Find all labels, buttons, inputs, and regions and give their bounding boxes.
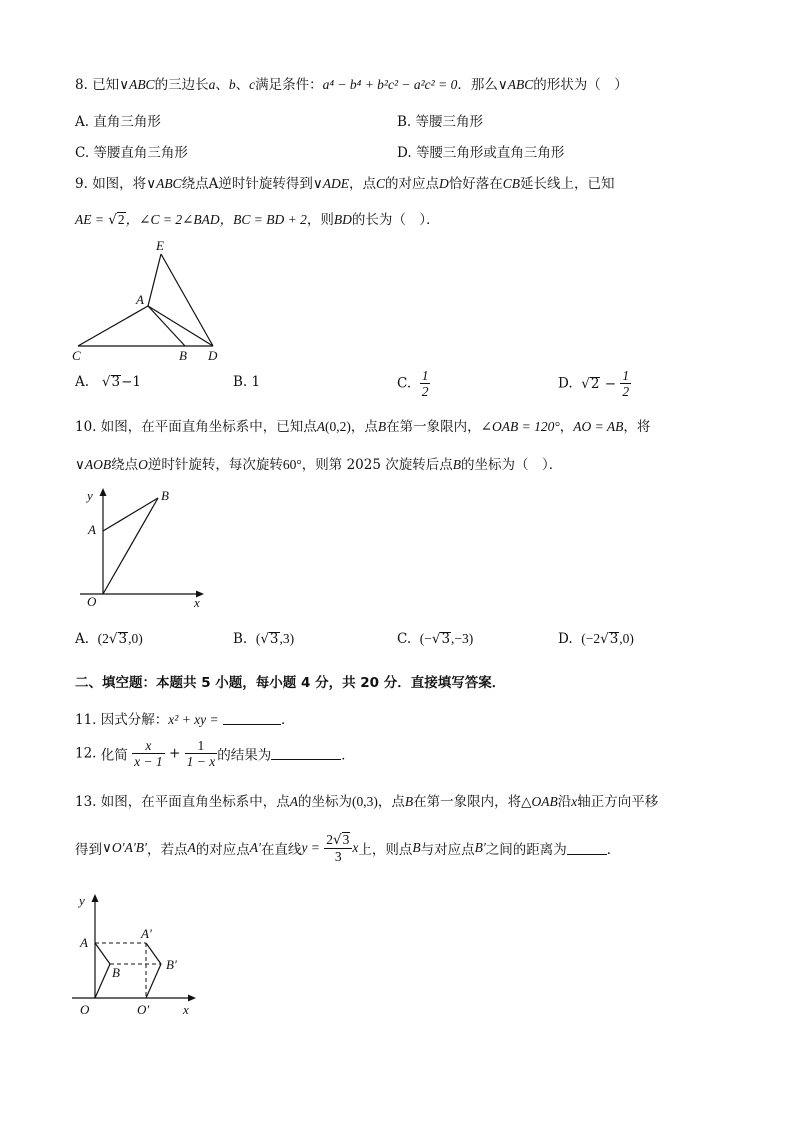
q12-answer-blank[interactable] xyxy=(271,747,341,760)
label-o: O xyxy=(87,594,97,609)
line-ab xyxy=(95,943,110,964)
label-b: B xyxy=(112,965,120,980)
q8-stem: 8. 已知∨ABC的三边长a、b、c满足条件：a⁴ − b⁴ + b²c² − a²c² = 0．那么∨ABC的形状为（ ） xyxy=(75,77,628,93)
q9-c-fraction: $\frac{1}{2}$ xyxy=(421,368,429,399)
section-heading: 二、填空题：本题共 5 小题，每小题 4 分，共 20 分．直接填写答案． xyxy=(75,675,506,691)
label-b: B xyxy=(161,488,169,503)
q12-fraction-1: $\frac{x}{x - 1}$ xyxy=(134,738,163,769)
q10-option-c[interactable]: C. (−√3,−3) xyxy=(397,631,474,647)
q9-number: 9. xyxy=(75,176,88,192)
q13-slope-fraction: $\frac{2√3}{3}$ xyxy=(324,832,352,864)
q9-d-fraction: $\frac{1}{2}$ xyxy=(622,368,630,399)
line-ab xyxy=(103,498,158,531)
q11-number: 11. xyxy=(75,712,97,728)
line-apbp xyxy=(146,943,161,964)
q12: 12. 化简 $\frac{x}{x - 1}$ + $\frac{1}{1 - x}$ 的结果为 ． xyxy=(75,738,355,769)
q8-option-a[interactable]: A. 直角三角形 xyxy=(75,114,161,130)
q10-stem-line2: ∨AOB绕点O逆时针旋转，每次旋转60°，则第 2025 次旋转后点B的坐标为（ ）． xyxy=(75,457,563,473)
q10-stem-line1: 10. 如图，在平面直角坐标系中，已知点A(0,2)，点B在第一象限内，∠OAB = 120°，AO = AB，将 xyxy=(75,419,651,435)
label-e: E xyxy=(156,238,164,253)
line-ad xyxy=(148,306,213,346)
label-x: x xyxy=(183,1002,189,1017)
label-b: B xyxy=(179,348,187,363)
q10-option-d[interactable]: D. (−2√3,0) xyxy=(558,631,634,647)
q13-stem-line1: 13. 如图，在平面直角坐标系中，点A的坐标为(0,3)，点B在第一象限内，将△OAB沿x轴正方向平移 xyxy=(75,794,659,810)
label-c: C xyxy=(72,348,81,363)
q9-option-d[interactable]: D. √2 − $\frac{1}{2}$ xyxy=(558,368,630,399)
line-ob xyxy=(103,498,158,594)
q11: 11. 因式分解：x² + xy = ． xyxy=(75,712,295,728)
q8-option-d[interactable]: D. 等腰三角形或直角三角形 xyxy=(397,145,565,161)
x-arrow-icon xyxy=(188,995,196,1002)
q11-answer-blank[interactable] xyxy=(223,712,281,725)
y-arrow-icon xyxy=(92,894,99,902)
q10-number: 10. xyxy=(75,419,97,435)
q13-number: 13. xyxy=(75,794,97,810)
q9-option-b[interactable]: B. 1 xyxy=(233,374,261,390)
q9-stem-line2: AE = √2，∠C = 2∠BAD，BC = BD + 2，则BD的长为（ ）． xyxy=(75,212,440,228)
label-a: A xyxy=(80,935,88,950)
label-y: y xyxy=(79,893,85,908)
q9-option-a[interactable]: A. √3−1 xyxy=(75,374,142,390)
q9-option-c[interactable]: C. $\frac{1}{2}$ xyxy=(397,368,429,399)
q13-figure xyxy=(72,888,212,1023)
y-arrow-icon xyxy=(100,488,107,496)
line-ed xyxy=(161,254,213,346)
q12-number: 12. xyxy=(75,745,97,762)
q12-fraction-2: $\frac{1}{1 - x}$ xyxy=(186,738,216,769)
q13-stem-line2: 得到∨O′A′B′，若点A的对应点A′在直线y = $\frac{2√3}{3}$ x上，则点B与对应点B′之间的距离为 ． xyxy=(75,832,621,864)
q13-answer-blank[interactable] xyxy=(567,842,607,855)
label-a: A xyxy=(136,292,144,307)
q9-stem-line1: 9. 如图，将∨ABC绕点A逆时针旋转得到∨ADE，点C的对应点D恰好落在CB延长线上，已知 xyxy=(75,176,615,192)
line-ae xyxy=(148,254,161,306)
line-bpop xyxy=(146,964,161,998)
q10-option-b[interactable]: B. (√3,3) xyxy=(233,631,295,647)
label-a: A xyxy=(88,522,96,537)
q8-option-b[interactable]: B. 等腰三角形 xyxy=(397,114,484,130)
q10-option-a[interactable]: A. (2√3,0) xyxy=(75,631,143,647)
q8-equation: a⁴ − b⁴ + b²c² − a²c² = 0 xyxy=(322,77,458,92)
label-ap: A′ xyxy=(141,926,152,941)
label-op: O′ xyxy=(137,1002,150,1017)
q10-figure xyxy=(70,484,220,614)
label-bp: B′ xyxy=(166,957,177,972)
q8-number: 8. xyxy=(75,77,88,93)
line-ca xyxy=(78,306,148,346)
label-d: D xyxy=(208,348,218,363)
label-o: O xyxy=(80,1002,90,1017)
label-x: x xyxy=(194,595,200,610)
q9-figure xyxy=(68,236,228,364)
line-bo xyxy=(95,964,110,998)
label-y: y xyxy=(87,488,93,503)
q8-option-c[interactable]: C. 等腰直角三角形 xyxy=(75,145,188,161)
